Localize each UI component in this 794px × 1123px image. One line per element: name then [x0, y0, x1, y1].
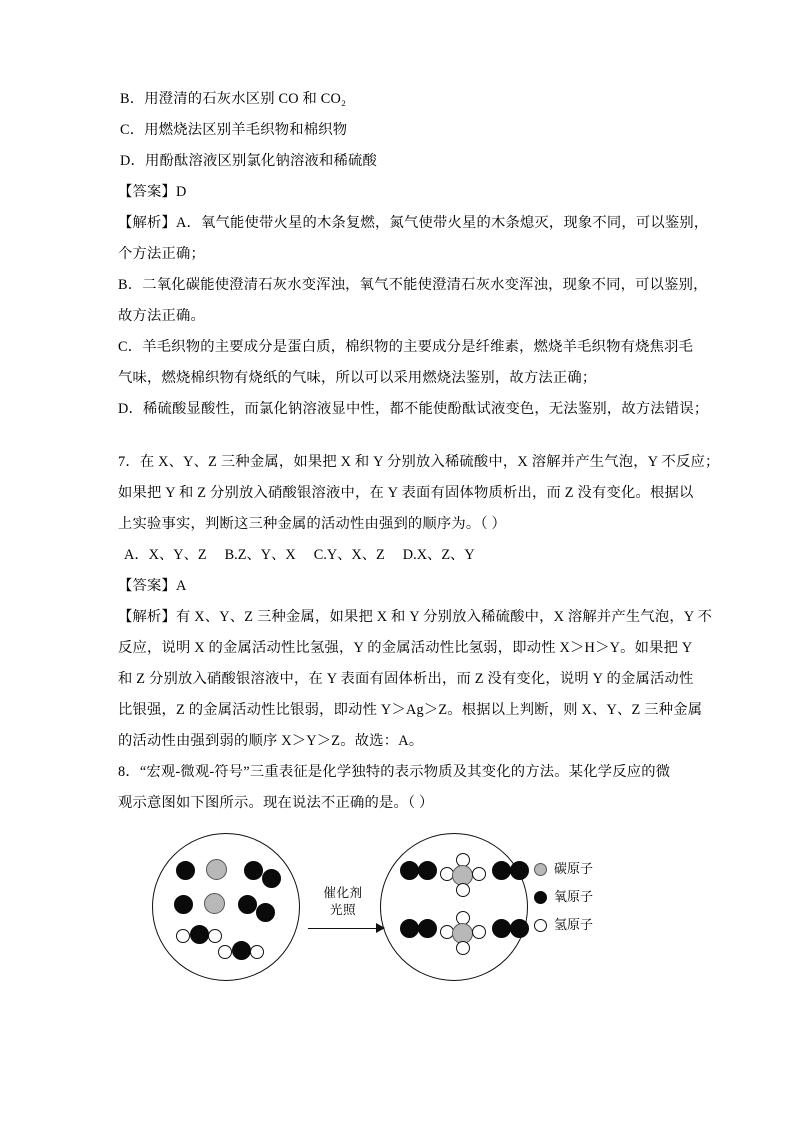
- catalyst-label: 催化剂: [323, 886, 363, 900]
- choice-c: C.Y、X、Z: [313, 547, 385, 563]
- option-d: D．用酚酞溶液区别氯化钠溶液和稀硫酸: [120, 153, 377, 169]
- question-7-line: 上实验事实，判断这三种金属的活动性由强到的顺序为。（ ）: [118, 516, 507, 532]
- light-label: 光照: [329, 903, 357, 917]
- question-7: [118, 447, 720, 540]
- hydrogen-atom: [176, 929, 190, 943]
- carbon-atom: [206, 859, 227, 880]
- reaction-arrow-line: [308, 928, 378, 929]
- analysis-1-line: C．羊毛织物的主要成分是蛋白质，棉织物的主要成分是纤维素，燃烧羊毛织物有烧焦羽毛: [118, 339, 694, 355]
- oxygen-atom: [174, 895, 193, 914]
- oxygen-atom: [232, 941, 251, 960]
- hydrogen-atom: [250, 945, 264, 959]
- carbon-atom: [204, 893, 225, 914]
- legend-label: 碳原子: [554, 861, 594, 876]
- oxygen-atom: [418, 919, 437, 938]
- analysis-2: [118, 602, 713, 757]
- choice-b: B.Z、Y、X: [224, 547, 296, 563]
- legend-item-oxygen: [534, 883, 593, 911]
- oxygen-atom: [400, 861, 419, 880]
- question-7-line: 如果把 Y 和 Z 分别放入硝酸银溶液中，在 Y 表面有固体物质析出，而 Z 没有变化。根据以: [118, 485, 694, 501]
- oxygen-atom: [238, 895, 257, 914]
- analysis-1: [118, 208, 709, 425]
- analysis-1-line: B．二氧化碳能使澄清石灰水变浑浊，氧气不能使澄清石灰水变浑浊，现象不同，可以鉴别，: [118, 277, 708, 293]
- legend-label: 氢原子: [554, 917, 594, 932]
- hydrogen-atom: [208, 929, 222, 943]
- question-8: [118, 757, 682, 819]
- oxygen-atom: [190, 925, 209, 944]
- legend-item-carbon: [534, 855, 593, 883]
- oxygen-atom: [492, 919, 511, 938]
- choice-a: A．X、Y、Z: [124, 547, 207, 563]
- oxygen-atom: [176, 861, 195, 880]
- diagram-legend: [534, 855, 593, 939]
- hydrogen-atom: [218, 945, 232, 959]
- oxygen-atom: [492, 861, 511, 880]
- choice-d: D.X、Z、Y: [402, 547, 475, 563]
- hydrogen-atom-icon: [534, 919, 547, 932]
- analysis-1-line: D．稀硫酸显酸性，而氯化钠溶液显中性，都不能使酚酞试液变色，无法鉴别，故方法错误；: [118, 401, 709, 417]
- legend-label: 氧原子: [554, 889, 594, 904]
- analysis-2-line: 【解析】有 X、Y、Z 三种金属，如果把 X 和 Y 分别放入稀硫酸中，X 溶解并产生气泡，Y 不: [118, 609, 713, 625]
- question-8-line: 观示意图如下图所示。现在说法不正确的是。（ ）: [118, 795, 434, 811]
- question-7-line: 7．在 X、Y、Z 三种金属，如果把 X 和 Y 分别放入稀硫酸中，X 溶解并产生气泡，Y 不反应；: [118, 454, 720, 470]
- option-c: C．用燃烧法区别羊毛织物和棉织物: [120, 122, 348, 138]
- hydrogen-atom: [456, 941, 470, 955]
- analysis-1-line: 个方法正确；: [118, 246, 205, 262]
- section-gap: [118, 425, 682, 447]
- analysis-2-line: 和 Z 分别放入硝酸银溶液中，在 Y 表面有固体析出，而 Z 没有变化，说明 Y 的金属活动性: [118, 671, 694, 687]
- analysis-1-line: 【解析】A．氧气能使带火星的木条复燃，氮气使带火星的木条熄灭，现象不同，可以鉴别，: [118, 215, 709, 231]
- option-b: B．用澄清的石灰水区别 CO 和 CO₂: [120, 91, 347, 107]
- oxygen-atom-icon: [534, 891, 547, 904]
- answer-label-1: 【答案】D: [118, 184, 187, 200]
- reaction-arrow-head: [376, 923, 385, 933]
- answer-label-2: 【答案】A: [118, 578, 187, 594]
- oxygen-atom: [244, 861, 263, 880]
- question-8-line: 8．“宏观-微观-符号”三重表征是化学独特的表示物质及其变化的方法。某化学反应的微: [118, 764, 671, 780]
- oxygen-atom: [256, 903, 275, 922]
- analysis-2-line: 反应，说明 X 的金属活动性比氢强，Y 的金属活动性比氢弱，即动性 X＞H＞Y。如果把 Y: [118, 640, 693, 656]
- question-7-choices: [118, 540, 682, 571]
- analysis-2-line: 比银强，Z 的金属活动性比银弱，即动性 Y＞Ag＞Z。根据以上判断，则 X、Y、Z 三种金属: [118, 702, 703, 718]
- carbon-atom-icon: [534, 863, 547, 876]
- products-circle: [380, 833, 528, 981]
- hydrogen-atom: [472, 867, 486, 881]
- analysis-2-line: 的活动性由强到弱的顺序 X＞Y＞Z。故选：A。: [118, 733, 424, 749]
- analysis-1-line: 故方法正确。: [118, 308, 205, 324]
- arrow-label-group: [304, 885, 382, 919]
- hydrogen-atom: [472, 925, 486, 939]
- oxygen-atom: [400, 919, 419, 938]
- oxygen-atom: [418, 861, 437, 880]
- analysis-1-line: 气味，燃烧棉织物有烧纸的气味，所以可以采用燃烧法鉴别，故方法正确；: [118, 370, 597, 386]
- options-list: [118, 84, 682, 177]
- legend-item-hydrogen: [534, 911, 593, 939]
- reaction-diagram: [134, 833, 654, 983]
- oxygen-atom: [262, 869, 281, 888]
- oxygen-atom: [510, 861, 529, 880]
- hydrogen-atom: [456, 883, 470, 897]
- oxygen-atom: [510, 919, 529, 938]
